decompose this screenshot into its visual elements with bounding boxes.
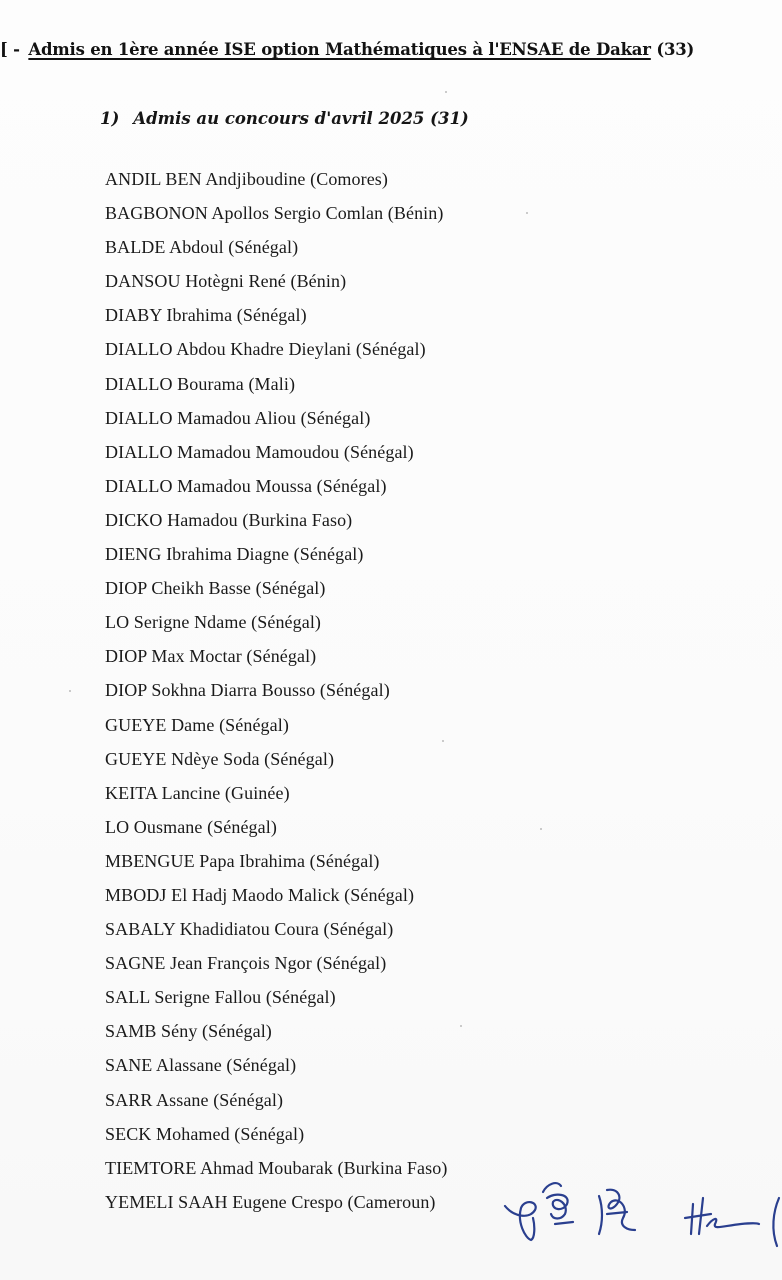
signature-1-stroke bbox=[547, 1195, 568, 1219]
scan-speck bbox=[460, 1025, 462, 1027]
admitted-entry: BALDE Abdoul (Sénégal) bbox=[105, 237, 299, 258]
admitted-entry: SAGNE Jean François Ngor (Sénégal) bbox=[105, 953, 387, 974]
admitted-entry: SARR Assane (Sénégal) bbox=[105, 1089, 284, 1110]
admitted-entry: DIALLO Bourama (Mali) bbox=[105, 373, 296, 394]
scan-speck bbox=[445, 91, 447, 93]
scan-speck bbox=[69, 690, 71, 692]
admitted-entry: DIENG Ibrahima Diagne (Sénégal) bbox=[105, 544, 364, 565]
admitted-entry: DIALLO Mamadou Mamoudou (Sénégal) bbox=[105, 441, 414, 462]
admitted-list bbox=[105, 166, 447, 1223]
admitted-entry: SABALY Khadidiatou Coura (Sénégal) bbox=[105, 919, 394, 940]
admitted-entry: SANE Alassane (Sénégal) bbox=[105, 1055, 297, 1076]
signature-2-stroke bbox=[607, 1190, 635, 1230]
section-heading-prefix: [ - bbox=[0, 40, 20, 59]
admitted-entry: LO Ousmane (Sénégal) bbox=[105, 816, 277, 837]
admitted-entry: DICKO Hamadou (Burkina Faso) bbox=[105, 509, 353, 530]
handwritten-signatures-icon bbox=[495, 1168, 782, 1280]
signature-2-stroke bbox=[599, 1196, 602, 1234]
signature-1-stroke bbox=[543, 1183, 561, 1192]
admitted-entry: SAMB Sény (Sénégal) bbox=[105, 1021, 272, 1042]
admitted-entry: SALL Serigne Fallou (Sénégal) bbox=[105, 987, 336, 1008]
admitted-entry: DIOP Max Moctar (Sénégal) bbox=[105, 646, 317, 667]
signature-3-stroke bbox=[707, 1219, 759, 1227]
admitted-entry: KEITA Lancine (Guinée) bbox=[105, 782, 290, 803]
signature-4-stroke bbox=[773, 1198, 779, 1246]
subsection-title: Admis au concours d'avril 2025 (31) bbox=[133, 109, 469, 128]
subsection-number: 1) bbox=[100, 109, 120, 128]
section-heading-title: Admis en 1ère année ISE option Mathématiques à l'ENSAE de Dakar bbox=[28, 40, 651, 59]
admitted-entry: GUEYE Dame (Sénégal) bbox=[105, 714, 289, 735]
signature-3-stroke bbox=[685, 1214, 711, 1218]
admitted-entry: DIALLO Mamadou Aliou (Sénégal) bbox=[105, 407, 371, 428]
scan-speck bbox=[442, 740, 444, 742]
admitted-entry: SECK Mohamed (Sénégal) bbox=[105, 1123, 305, 1144]
signature-1-stroke bbox=[555, 1222, 573, 1224]
admitted-entry: DIOP Cheikh Basse (Sénégal) bbox=[105, 578, 326, 599]
section-heading bbox=[0, 40, 782, 59]
admitted-entry: MBODJ El Hadj Maodo Malick (Sénégal) bbox=[105, 884, 415, 905]
admitted-entry: LO Serigne Ndame (Sénégal) bbox=[105, 612, 322, 633]
admitted-entry: ANDIL BEN Andjiboudine (Comores) bbox=[105, 169, 388, 189]
admitted-entry: DIOP Sokhna Diarra Bousso (Sénégal) bbox=[105, 680, 390, 701]
subsection-heading bbox=[100, 109, 469, 128]
scan-speck bbox=[540, 828, 542, 830]
scan-speck bbox=[526, 212, 528, 214]
admitted-entry: MBENGUE Papa Ibrahima (Sénégal) bbox=[105, 850, 380, 871]
admitted-entry: TIEMTORE Ahmad Moubarak (Burkina Faso) bbox=[105, 1157, 448, 1178]
admitted-entry: DIALLO Abdou Khadre Dieylani (Sénégal) bbox=[105, 339, 426, 360]
admitted-entry: YEMELI SAAH Eugene Crespo (Cameroun) bbox=[105, 1191, 436, 1212]
admitted-entry: DIABY Ibrahima (Sénégal) bbox=[105, 305, 307, 326]
section-heading-count: (33) bbox=[656, 40, 695, 59]
admitted-entry: DANSOU Hotègni René (Bénin) bbox=[105, 271, 347, 292]
admitted-entry: GUEYE Ndèye Soda (Sénégal) bbox=[105, 748, 335, 769]
signature-1-stroke bbox=[505, 1202, 536, 1240]
signature-3-stroke bbox=[691, 1204, 693, 1234]
admitted-entry: DIALLO Mamadou Moussa (Sénégal) bbox=[105, 475, 387, 496]
admitted-entry: BAGBONON Apollos Sergio Comlan (Bénin) bbox=[105, 203, 444, 224]
